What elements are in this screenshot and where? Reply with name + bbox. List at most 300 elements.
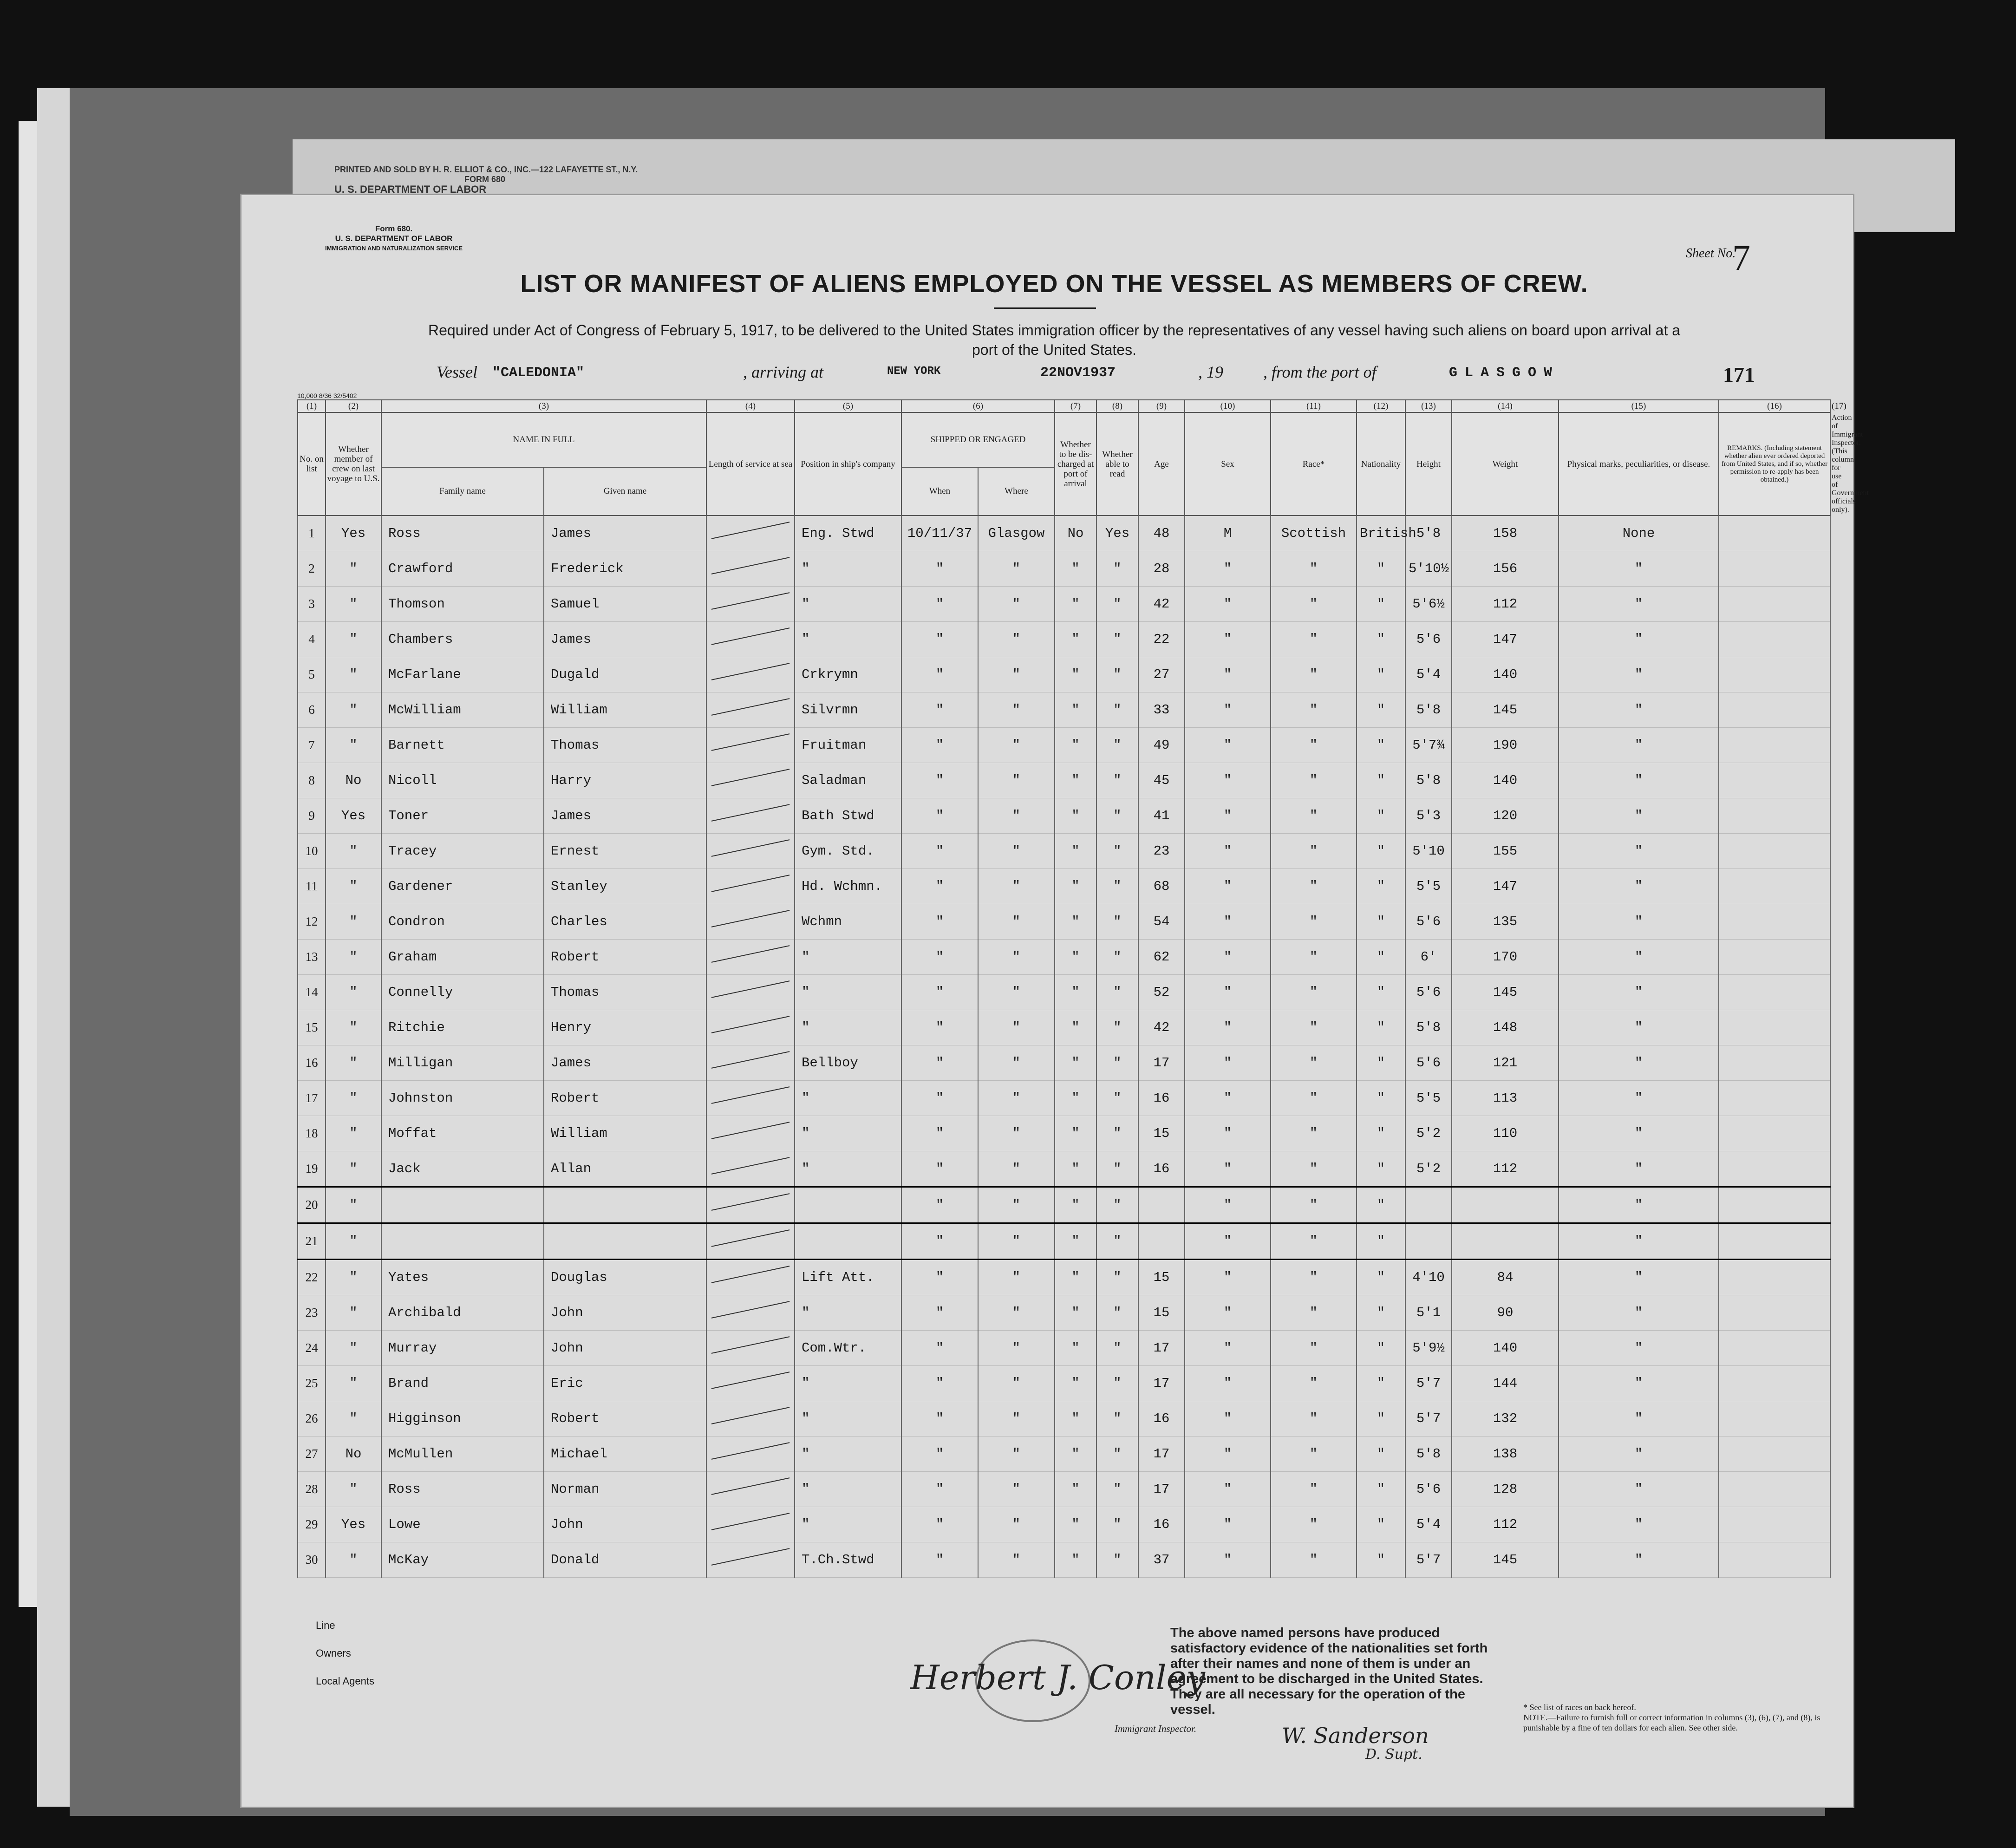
cell-empty: [1719, 1472, 1830, 1507]
cell-read: ": [1096, 622, 1138, 657]
table-row: [298, 904, 1830, 940]
header-when: When: [901, 467, 978, 516]
cell-nat: ": [1357, 1295, 1405, 1331]
cell-when: ": [901, 869, 978, 904]
cell-weight: 145: [1452, 692, 1559, 728]
cell-read: ": [1096, 763, 1138, 798]
cell-member: ": [326, 869, 381, 904]
cell-sex: ": [1185, 622, 1271, 657]
cell-where: ": [978, 1295, 1055, 1331]
cell-sex: M: [1185, 516, 1271, 551]
cell-where: Glasgow: [978, 516, 1055, 551]
cell-position: Crkrymn: [795, 657, 901, 692]
cell-no: 4: [298, 622, 326, 657]
sheet-number-label: Sheet No.: [1686, 246, 1736, 261]
cell-height: 5'8: [1405, 1010, 1452, 1045]
cell-given: James: [544, 1045, 706, 1081]
cell-marks: ": [1559, 622, 1719, 657]
cell-member: ": [326, 1010, 381, 1045]
cell-member: ": [326, 940, 381, 975]
title-rule: [994, 307, 1096, 309]
cell-no: 10: [298, 834, 326, 869]
cell-length-mark: [706, 1045, 795, 1081]
cell-position: ": [795, 551, 901, 587]
cell-family: Higginson: [381, 1401, 544, 1437]
cell-disch: ": [1055, 692, 1096, 728]
cell-given: John: [544, 1331, 706, 1366]
cell-no: 21: [298, 1223, 326, 1260]
cell-family: Toner: [381, 798, 544, 834]
cell-position: Bellboy: [795, 1045, 901, 1081]
cell-marks: ": [1559, 1542, 1719, 1578]
cell-nat: ": [1357, 1010, 1405, 1045]
cell-sex: ": [1185, 551, 1271, 587]
cell-race: ": [1271, 1045, 1357, 1081]
cell-given: William: [544, 1116, 706, 1151]
table-row: [298, 1187, 1830, 1223]
cell-member: ": [326, 1223, 381, 1260]
cell-marks: ": [1559, 798, 1719, 834]
cell-sex: ": [1185, 692, 1271, 728]
cell-no: 23: [298, 1295, 326, 1331]
cell-marks: ": [1559, 1472, 1719, 1507]
cell-empty: [1719, 1010, 1830, 1045]
cell-age: 17: [1138, 1472, 1185, 1507]
cell-sex: ": [1185, 1295, 1271, 1331]
cell-read: ": [1096, 1151, 1138, 1187]
cell-empty: [1719, 1260, 1830, 1295]
cell-disch: ": [1055, 1401, 1096, 1437]
cell-length-mark: [706, 657, 795, 692]
cell-weight: 120: [1452, 798, 1559, 834]
cell-race: ": [1271, 1472, 1357, 1507]
cell-no: 8: [298, 763, 326, 798]
arrival-port: NEW YORK: [887, 365, 941, 378]
cell-position: [795, 1223, 901, 1260]
cell-nat: British: [1357, 516, 1405, 551]
cell-when: ": [901, 1010, 978, 1045]
vessel-label: Vessel: [437, 363, 477, 381]
cell-marks: ": [1559, 904, 1719, 940]
cell-height: 5'5: [1405, 1081, 1452, 1116]
cell-marks: ": [1559, 1366, 1719, 1401]
cell-family: Johnston: [381, 1081, 544, 1116]
cell-position: Fruitman: [795, 728, 901, 763]
header-length: Length of service at sea: [706, 412, 795, 516]
printer-line: PRINTED AND SOLD BY H. R. ELLIOT & CO., INC.—122 LAFAYETTE ST., N.Y.: [334, 165, 638, 174]
cell-no: 18: [298, 1116, 326, 1151]
cell-position: ": [795, 1010, 901, 1045]
cell-marks: ": [1559, 587, 1719, 622]
cell-weight: 112: [1452, 587, 1559, 622]
cell-height: 4'10: [1405, 1260, 1452, 1295]
cell-marks: ": [1559, 834, 1719, 869]
cell-age: 41: [1138, 798, 1185, 834]
table-row: [298, 834, 1830, 869]
cell-nat: ": [1357, 551, 1405, 587]
cell-race: ": [1271, 834, 1357, 869]
cell-age: 62: [1138, 940, 1185, 975]
cell-empty: [1719, 1151, 1830, 1187]
table-row: [298, 1260, 1830, 1295]
cell-race: ": [1271, 1507, 1357, 1542]
cell-no: 14: [298, 975, 326, 1010]
cell-length-mark: [706, 587, 795, 622]
cell-sex: ": [1185, 1437, 1271, 1472]
cell-position: ": [795, 587, 901, 622]
cell-disch: ": [1055, 1260, 1096, 1295]
cell-age: 45: [1138, 763, 1185, 798]
cell-disch: ": [1055, 869, 1096, 904]
cell-when: ": [901, 622, 978, 657]
cell-read: ": [1096, 1295, 1138, 1331]
cell-where: ": [978, 1260, 1055, 1295]
header-where: Where: [978, 467, 1055, 516]
cell-sex: ": [1185, 1187, 1271, 1223]
cell-family: Chambers: [381, 622, 544, 657]
cell-given: William: [544, 692, 706, 728]
table-row: [298, 975, 1830, 1010]
cell-height: 5'4: [1405, 657, 1452, 692]
header-read: Whether able to read: [1096, 412, 1138, 516]
cell-height: 5'7¾: [1405, 728, 1452, 763]
cell-family: Yates: [381, 1260, 544, 1295]
cell-member: ": [326, 904, 381, 940]
cell-empty: [1719, 904, 1830, 940]
cell-nat: ": [1357, 1116, 1405, 1151]
cell-read: ": [1096, 728, 1138, 763]
cell-where: ": [978, 975, 1055, 1010]
sheet-number: 7: [1732, 237, 1750, 278]
cell-family: McFarlane: [381, 657, 544, 692]
cell-length-mark: [706, 622, 795, 657]
cell-given: James: [544, 622, 706, 657]
cell-member: ": [326, 1366, 381, 1401]
cell-race: ": [1271, 728, 1357, 763]
table-row: [298, 1223, 1830, 1260]
cell-when: ": [901, 1151, 978, 1187]
footnote: [1523, 1702, 1839, 1733]
cell-where: ": [978, 1116, 1055, 1151]
cell-member: ": [326, 1295, 381, 1331]
cell-member: ": [326, 1331, 381, 1366]
cell-empty: [1719, 692, 1830, 728]
header-race: Race*: [1271, 412, 1357, 516]
cell-empty: [1719, 587, 1830, 622]
cell-empty: [1719, 1366, 1830, 1401]
cell-race: ": [1271, 763, 1357, 798]
cell-length-mark: [706, 904, 795, 940]
cell-family: McKay: [381, 1542, 544, 1578]
year-label: , 19: [1198, 363, 1223, 381]
cell-when: ": [901, 1437, 978, 1472]
cell-member: ": [326, 1081, 381, 1116]
header-age: Age: [1138, 412, 1185, 516]
cell-when: ": [901, 904, 978, 940]
agents-label: Local Agents: [316, 1675, 374, 1687]
cell-age: 22: [1138, 622, 1185, 657]
cell-disch: ": [1055, 1187, 1096, 1223]
cell-nat: ": [1357, 657, 1405, 692]
sequence-number: 171: [1723, 363, 1755, 386]
cell-race: Scottish: [1271, 516, 1357, 551]
owners-label: Owners: [316, 1647, 351, 1659]
header-remarks: REMARKS. (Including statement whether alien ever ordered deported from United States, and if so, whether permission to re-apply has been obtained.): [1719, 412, 1830, 516]
table-row: [298, 1437, 1830, 1472]
cell-given: Norman: [544, 1472, 706, 1507]
cell-member: No: [326, 763, 381, 798]
header-sex: Sex: [1185, 412, 1271, 516]
cell-empty: [1719, 1223, 1830, 1260]
cell-disch: ": [1055, 1045, 1096, 1081]
table-row: [298, 940, 1830, 975]
cell-age: 54: [1138, 904, 1185, 940]
header-weight: Weight: [1452, 412, 1559, 516]
cell-race: ": [1271, 622, 1357, 657]
cell-weight: 112: [1452, 1507, 1559, 1542]
cell-member: ": [326, 975, 381, 1010]
cell-weight: 84: [1452, 1260, 1559, 1295]
cell-nat: ": [1357, 728, 1405, 763]
cell-when: ": [901, 1187, 978, 1223]
cell-empty: [1719, 551, 1830, 587]
cell-read: ": [1096, 551, 1138, 587]
manifest-sheet: [241, 195, 1869, 1807]
cell-position: Bath Stwd: [795, 798, 901, 834]
cell-family: Gardener: [381, 869, 544, 904]
cell-read: ": [1096, 1507, 1138, 1542]
cell-height: 5'9½: [1405, 1331, 1452, 1366]
cell-length-mark: [706, 1081, 795, 1116]
cell-family: Moffat: [381, 1116, 544, 1151]
cell-length-mark: [706, 1116, 795, 1151]
cell-marks: ": [1559, 692, 1719, 728]
cell-marks: ": [1559, 1187, 1719, 1223]
cell-weight: 135: [1452, 904, 1559, 940]
cell-no: 7: [298, 728, 326, 763]
header-position: Position in ship's company: [795, 412, 901, 516]
cell-member: ": [326, 692, 381, 728]
cell-age: 16: [1138, 1081, 1185, 1116]
cell-position: T.Ch.Stwd: [795, 1542, 901, 1578]
cell-marks: ": [1559, 1401, 1719, 1437]
cell-nat: ": [1357, 975, 1405, 1010]
cell-nat: ": [1357, 1401, 1405, 1437]
cell-age: 68: [1138, 869, 1185, 904]
cell-where: ": [978, 657, 1055, 692]
cell-marks: ": [1559, 1507, 1719, 1542]
table-row: [298, 657, 1830, 692]
cell-marks: ": [1559, 551, 1719, 587]
cell-where: ": [978, 1045, 1055, 1081]
cell-nat: ": [1357, 1045, 1405, 1081]
cell-when: ": [901, 798, 978, 834]
cell-race: ": [1271, 1081, 1357, 1116]
cell-no: 17: [298, 1081, 326, 1116]
cell-race: ": [1271, 1331, 1357, 1366]
cell-sex: ": [1185, 1010, 1271, 1045]
cell-weight: 138: [1452, 1437, 1559, 1472]
crew-manifest-table: [297, 399, 1869, 1578]
cell-position: Gym. Std.: [795, 834, 901, 869]
cell-given: Thomas: [544, 975, 706, 1010]
cell-member: ": [326, 1116, 381, 1151]
cell-read: ": [1096, 940, 1138, 975]
cell-marks: ": [1559, 728, 1719, 763]
cell-position: ": [795, 1295, 901, 1331]
arrival-date: 22NOV1937: [1040, 365, 1116, 381]
cell-position: ": [795, 1507, 901, 1542]
cell-member: ": [326, 1151, 381, 1187]
cell-where: ": [978, 1187, 1055, 1223]
table-row: [298, 1366, 1830, 1401]
cell-sex: ": [1185, 869, 1271, 904]
cell-marks: ": [1559, 1437, 1719, 1472]
table-row: [298, 622, 1830, 657]
cell-position: ": [795, 940, 901, 975]
cell-nat: ": [1357, 1366, 1405, 1401]
cell-length-mark: [706, 1472, 795, 1507]
cell-no: 9: [298, 798, 326, 834]
cell-position: ": [795, 1151, 901, 1187]
cell-family: Milligan: [381, 1045, 544, 1081]
cell-sex: ": [1185, 763, 1271, 798]
cell-length-mark: [706, 692, 795, 728]
cell-given: Douglas: [544, 1260, 706, 1295]
cell-empty: [1719, 1542, 1830, 1578]
cell-weight: 145: [1452, 1542, 1559, 1578]
cell-age: 27: [1138, 657, 1185, 692]
cell-given: Robert: [544, 940, 706, 975]
cell-age: 17: [1138, 1366, 1185, 1401]
cell-empty: [1719, 975, 1830, 1010]
cell-member: Yes: [326, 1507, 381, 1542]
cell-family: Ritchie: [381, 1010, 544, 1045]
cell-read: ": [1096, 834, 1138, 869]
cell-given: Robert: [544, 1401, 706, 1437]
cell-length-mark: [706, 763, 795, 798]
cell-length-mark: [706, 1331, 795, 1366]
cell-nat: ": [1357, 1437, 1405, 1472]
cell-where: ": [978, 1437, 1055, 1472]
cell-when: ": [901, 1295, 978, 1331]
cell-family: Jack: [381, 1151, 544, 1187]
arriving-label: , arriving at: [743, 363, 824, 381]
cell-disch: ": [1055, 904, 1096, 940]
cell-sex: ": [1185, 1401, 1271, 1437]
cell-disch: ": [1055, 834, 1096, 869]
cell-marks: ": [1559, 1295, 1719, 1331]
cell-race: ": [1271, 1401, 1357, 1437]
cell-disch: ": [1055, 551, 1096, 587]
cell-empty: [1719, 657, 1830, 692]
cell-nat: ": [1357, 798, 1405, 834]
cell-race: ": [1271, 1116, 1357, 1151]
cell-read: ": [1096, 869, 1138, 904]
cell-race: ": [1271, 692, 1357, 728]
cell-position: ": [795, 975, 901, 1010]
cell-position: ": [795, 1401, 901, 1437]
cell-nat: ": [1357, 1472, 1405, 1507]
table-row: [298, 1116, 1830, 1151]
cell-length-mark: [706, 1223, 795, 1260]
cell-age: 42: [1138, 1010, 1185, 1045]
cell-where: ": [978, 587, 1055, 622]
cell-no: 5: [298, 657, 326, 692]
cell-age: 15: [1138, 1295, 1185, 1331]
header-name: NAME IN FULL: [381, 412, 706, 467]
cell-when: ": [901, 1260, 978, 1295]
cell-height: 5'8: [1405, 763, 1452, 798]
table-row: [298, 516, 1830, 551]
header-marks: Physical marks, peculiarities, or disease.: [1559, 412, 1719, 516]
cell-read: ": [1096, 1366, 1138, 1401]
cell-when: ": [901, 763, 978, 798]
cell-empty: [1719, 622, 1830, 657]
cell-family: Nicoll: [381, 763, 544, 798]
cell-where: ": [978, 1542, 1055, 1578]
table-row: [298, 1151, 1830, 1187]
cell-length-mark: [706, 975, 795, 1010]
cell-empty: [1719, 940, 1830, 975]
cell-when: ": [901, 975, 978, 1010]
from-label: , from the port of: [1263, 363, 1377, 381]
cell-marks: ": [1559, 1331, 1719, 1366]
cell-given: Donald: [544, 1542, 706, 1578]
cell-nat: ": [1357, 692, 1405, 728]
inspector-signature: Herbert J. Conley: [910, 1658, 1205, 1697]
form-code: FORM 680: [464, 175, 506, 184]
cell-when: ": [901, 1081, 978, 1116]
cell-age: 15: [1138, 1260, 1185, 1295]
cell-where: ": [978, 869, 1055, 904]
cell-length-mark: [706, 1366, 795, 1401]
cell-empty: [1719, 798, 1830, 834]
cell-read: ": [1096, 692, 1138, 728]
cell-length-mark: [706, 869, 795, 904]
table-row: [298, 1081, 1830, 1116]
cell-race: ": [1271, 904, 1357, 940]
cell-position: Hd. Wchmn.: [795, 869, 901, 904]
cell-no: 24: [298, 1331, 326, 1366]
cell-empty: [1719, 1081, 1830, 1116]
cell-race: ": [1271, 657, 1357, 692]
cell-height: 5'1: [1405, 1295, 1452, 1331]
cell-weight: 148: [1452, 1010, 1559, 1045]
cell-member: Yes: [326, 798, 381, 834]
cell-race: ": [1271, 1151, 1357, 1187]
cell-position: Eng. Stwd: [795, 516, 901, 551]
cell-height: 5'7: [1405, 1401, 1452, 1437]
cell-height: 5'8: [1405, 516, 1452, 551]
cell-weight: [1452, 1223, 1559, 1260]
cell-position: Lift Att.: [795, 1260, 901, 1295]
cell-age: 23: [1138, 834, 1185, 869]
department: U. S. DEPARTMENT OF LABOR: [335, 234, 453, 243]
cell-height: 5'6: [1405, 975, 1452, 1010]
footer-labels: [316, 1612, 374, 1695]
cell-weight: 90: [1452, 1295, 1559, 1331]
cell-read: ": [1096, 1401, 1138, 1437]
cell-read: ": [1096, 1472, 1138, 1507]
column-number-row: (1) (2) (3) (4) (5) (6) (7) (8) (9) (10) (11) (12) (13) (14) (15) (16) (17): [298, 400, 1830, 412]
cell-when: ": [901, 1542, 978, 1578]
table-row: [298, 1295, 1830, 1331]
cell-read: ": [1096, 1116, 1138, 1151]
table-row: [298, 798, 1830, 834]
cell-empty: [1719, 1437, 1830, 1472]
cell-height: 5'4: [1405, 1507, 1452, 1542]
